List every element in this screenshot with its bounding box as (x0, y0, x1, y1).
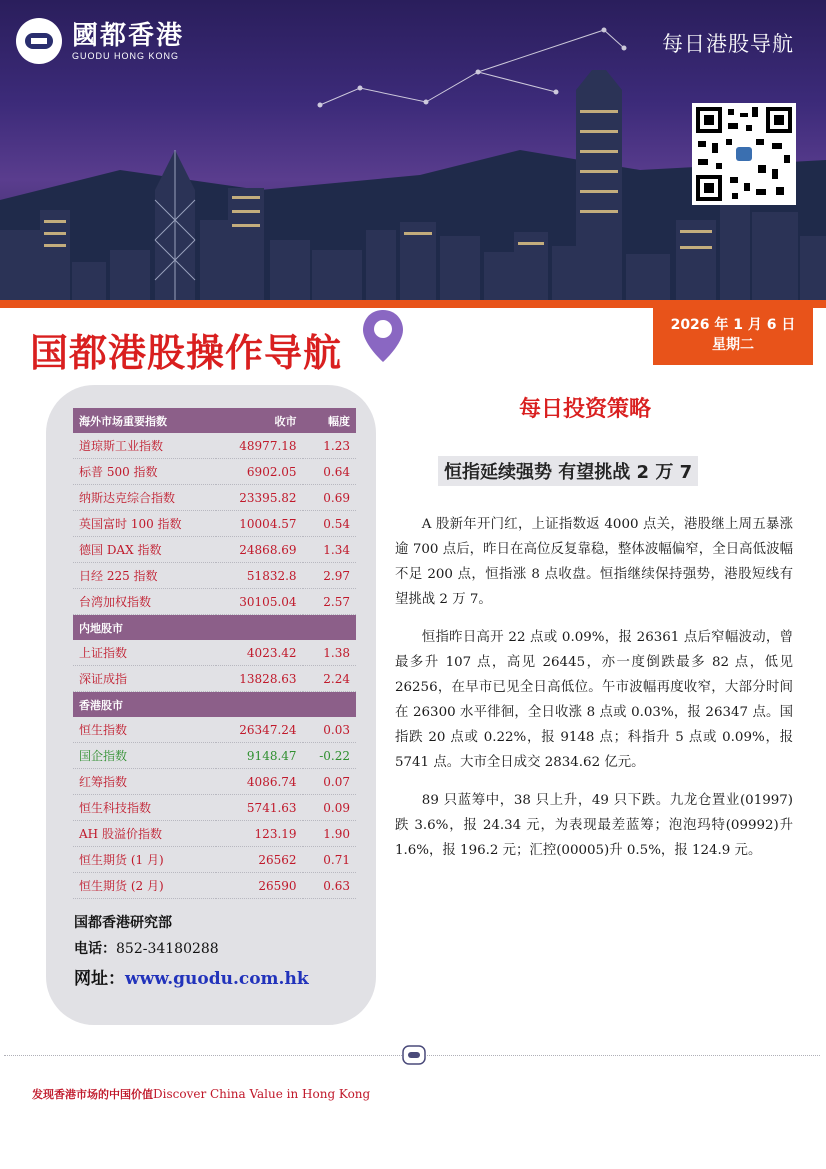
market-index-table (73, 408, 356, 899)
table-row (73, 485, 356, 511)
table-row (73, 563, 356, 589)
research-dept: 国都香港研究部 (74, 915, 172, 931)
table-header (73, 408, 356, 433)
section-header-mainland (73, 615, 356, 641)
date-badge (653, 308, 813, 365)
section-title: 每日投资策略 (518, 397, 651, 422)
article-paragraph: A 股新年开门红，上证指数返 4000 点关，港股继上周五暴涨逾 700 点后，昨日在高位反复靠稳，整体波幅偏窄，全日高低波幅不足 200 点，恒指涨 8 点收盘。恒指继续保持强势，港股短线有望挑战 2 万 7。 (395, 517, 793, 607)
table-row (73, 717, 356, 743)
index-close: 10004.57 (216, 511, 303, 537)
index-change: 2.97 (303, 563, 356, 589)
index-close: 4086.74 (216, 769, 303, 795)
tel-label: 电话： (74, 941, 116, 957)
index-close: 30105.04 (216, 589, 303, 615)
index-name: 日经 225 指数 (73, 563, 216, 589)
table-row (73, 795, 356, 821)
index-change: 0.63 (303, 873, 356, 899)
index-name: 英国富时 100 指数 (73, 511, 216, 537)
section-header-hk (73, 692, 356, 718)
index-name: 道琼斯工业指数 (73, 433, 216, 459)
table-header-cell: 海外市场重要指数 (73, 408, 216, 433)
index-close: 48977.18 (216, 433, 303, 459)
index-change: 2.24 (303, 666, 356, 692)
table-row (73, 589, 356, 615)
table-header-cell (216, 615, 303, 641)
index-name: 纳斯达克综合指数 (73, 485, 216, 511)
index-change: 0.64 (303, 459, 356, 485)
index-close: 4023.42 (216, 640, 303, 666)
table-row (73, 511, 356, 537)
index-close: 51832.8 (216, 563, 303, 589)
index-change: 1.34 (303, 537, 356, 563)
index-name: 德国 DAX 指数 (73, 537, 216, 563)
tel-number: 852-34180288 (116, 941, 219, 957)
article-headline: 恒指延续强势 有望挑战 2 万 7 (438, 456, 698, 486)
article-paragraph: 恒指昨日高开 22 点或 0.09%，报 26361 点后窄幅波动，曾最多升 107 点，高见 26445，亦一度倒跌最多 82 点，低见 26256，在早市已见全日高低位。午市波幅再度收窄，大部分时间在 26300 水平徘徊，全日收涨 8 点或 0.03%，报 26347 点。国指跌 20 点或 0.22%，报 9148 点；科指升 5 点或 0.09%，报 5741 点。大市全日成交 2834.62 亿元。 (395, 630, 793, 770)
index-change: 0.03 (303, 717, 356, 743)
index-change: 1.90 (303, 821, 356, 847)
banner-title: 每日港股导航 (662, 32, 794, 56)
table-row (73, 769, 356, 795)
index-close: 24868.69 (216, 537, 303, 563)
brand-name-en: GUODU HONG KONG (72, 51, 180, 61)
slogan-cn: 发现香港市场的中国价值 (32, 1088, 153, 1101)
page-title: 国都港股操作导航 (30, 331, 343, 375)
table-header-cell (303, 692, 356, 718)
footer-logo-icon (402, 1045, 426, 1065)
guodu-logo-icon (16, 18, 62, 64)
orange-divider (0, 300, 826, 308)
index-name: 标普 500 指数 (73, 459, 216, 485)
index-change: 0.69 (303, 485, 356, 511)
index-change: -0.22 (303, 743, 356, 769)
header-banner (0, 0, 826, 300)
report-weekday: 星期二 (712, 337, 754, 353)
brand-logo (16, 18, 184, 64)
index-close: 6902.05 (216, 459, 303, 485)
table-header-cell: 内地股市 (73, 615, 216, 641)
table-row (73, 640, 356, 666)
index-name: 恒生期货 (2 月) (73, 873, 216, 899)
index-close: 123.19 (216, 821, 303, 847)
index-change: 0.71 (303, 847, 356, 873)
table-row (73, 433, 356, 459)
index-name: 恒生期货 (1 月) (73, 847, 216, 873)
index-name: 恒生科技指数 (73, 795, 216, 821)
table-row (73, 847, 356, 873)
index-change: 1.38 (303, 640, 356, 666)
index-name: 红筹指数 (73, 769, 216, 795)
index-change: 1.23 (303, 433, 356, 459)
article-body (395, 512, 793, 876)
footer-slogan (32, 1086, 370, 1102)
index-change: 0.54 (303, 511, 356, 537)
slogan-en: Discover China Value in Hong Kong (153, 1087, 371, 1101)
index-name: 恒生指数 (73, 717, 216, 743)
contact-info (74, 910, 309, 992)
report-date: 2026 年 1 月 6 日 (670, 317, 796, 333)
index-close: 5741.63 (216, 795, 303, 821)
web-label: 网址： (74, 969, 125, 989)
table-header-cell: 幅度 (303, 408, 356, 433)
index-close: 23395.82 (216, 485, 303, 511)
index-close: 9148.47 (216, 743, 303, 769)
index-name: 上证指数 (73, 640, 216, 666)
table-row (73, 743, 356, 769)
table-row (73, 666, 356, 692)
table-row (73, 537, 356, 563)
article-paragraph: 89 只蓝筹中，38 只上升，49 只下跌。九龙仓置业(01997)跌 3.6%，报 24.34 元，为表现最差蓝筹；泡泡玛特(09992)升 1.6%，报 196.2 元；汇控(00005)升 0.5%，报 124.9 元。 (395, 793, 793, 858)
index-close: 26347.24 (216, 717, 303, 743)
index-close: 26562 (216, 847, 303, 873)
index-change: 0.07 (303, 769, 356, 795)
qr-code-icon (692, 103, 796, 205)
location-pin-icon (360, 308, 406, 364)
index-name: 国企指数 (73, 743, 216, 769)
index-change: 2.57 (303, 589, 356, 615)
index-name: 深证成指 (73, 666, 216, 692)
table-header-cell (216, 692, 303, 718)
table-header-cell: 收市 (216, 408, 303, 433)
table-row (73, 459, 356, 485)
index-change: 0.09 (303, 795, 356, 821)
index-name: 台湾加权指数 (73, 589, 216, 615)
brand-name-cn: 國都香港 (72, 21, 185, 51)
index-close: 26590 (216, 873, 303, 899)
index-close: 13828.63 (216, 666, 303, 692)
table-header-cell (303, 615, 356, 641)
table-row (73, 873, 356, 899)
index-name: AH 股溢价指数 (73, 821, 216, 847)
website-link[interactable]: www.guodu.com.hk (125, 969, 309, 989)
table-header-cell: 香港股市 (73, 692, 216, 718)
table-row (73, 821, 356, 847)
